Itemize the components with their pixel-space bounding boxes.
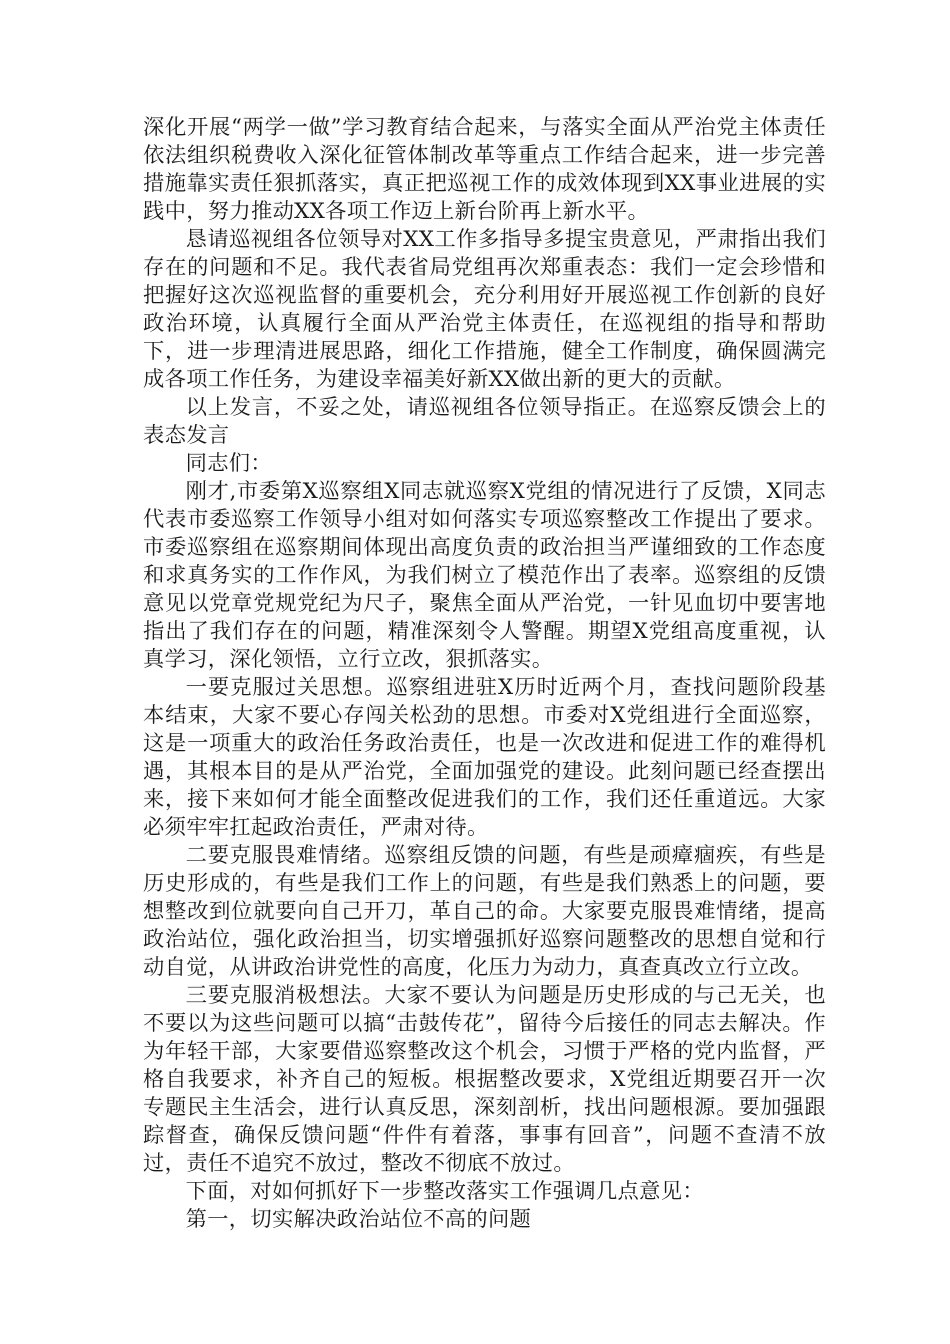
paragraph: 三要克服消极想法。大家不要认为问题是历史形成的与己无关，也不要以为这些问题可以搞“击鼓传花”，留待今后接任的同志去解决。作为年轻干部，大家要借巡察整改这个机会，习惯于严格的党内监督，严格自我要求，补齐自己的短板。根据整改要求，X党组近期要召开一次专题民主生活会，进行认真反思，深刻剖析，找出问题根源。要加强跟踪督查，确保反馈问题“件件有着落，事事有回音”，问题不查清不放过，责任不追究不放过，整改不彻底不放过。: [143, 983, 826, 1176]
document-body: [143, 114, 826, 1234]
paragraph: 一要克服过关思想。巡察组进驻X历时近两个月，查找问题阶段基本结束，大家不要心存闯关松劲的思想。市委对X党组进行全面巡察，这是一项重大的政治任务政治责任，也是一次改进和促进工作的难得机遇，其根本目的是从严治党，全面加强党的建设。此刻问题已经查摆出来，接下来如何才能全面整改促进我们的工作，我们还任重道远。大家必须牢牢扛起政治责任，严肃对待。: [143, 675, 826, 840]
paragraph: 以上发言，不妥之处，请巡视组各位领导指正。在巡察反馈会上的表态发言: [143, 395, 826, 448]
paragraph: 二要克服畏难情绪。巡察组反馈的问题，有些是顽瘴痼疾，有些是历史形成的，有些是我们工作上的问题，有些是我们熟悉上的问题，要想整改到位就要向自己开刀，革自己的命。大家要克服畏难情绪，提高政治站位，强化政治担当，切实增强抓好巡察问题整改的思想自觉和行动自觉，从讲政治讲党性的高度，化压力为动力，真查真改立行立改。: [143, 843, 826, 980]
paragraph: 深化开展“两学一做”学习教育结合起来，与落实全面从严治党主体责任依法组织税费收入深化征管体制改革等重点工作结合起来，进一步完善措施靠实责任狠抓落实，真正把巡视工作的成效体现到XX事业进展的实践中，努力推动XX各项工作迈上新台阶再上新水平。: [143, 115, 826, 224]
paragraph: 恳请巡视组各位领导对XX工作多指导多提宝贵意见，严肃指出我们存在的问题和不足。我代表省局党组再次郑重表态：我们一定会珍惜和把握好这次巡视监督的重要机会，充分利用好开展巡视工作创新的良好政治环境，认真履行全面从严治党主体责任，在巡视组的指导和帮助下，进一步理清进展思路，细化工作措施，健全工作制度，确保圆满完成各项工作任务，为建设幸福美好新XX做出新的更大的贡献。: [143, 227, 826, 392]
paragraph: 下面，对如何抓好下一步整改落实工作强调几点意见：: [185, 1179, 704, 1204]
paragraph: 同志们：: [185, 451, 272, 476]
paragraph: 第一，切实解决政治站位不高的问题: [185, 1207, 532, 1232]
paragraph: 刚才,市委第X巡察组X同志就巡察X党组的情况进行了反馈，X同志代表市委巡察工作领导小组对如何落实专项巡察整改工作提出了要求。市委巡察组在巡察期间体现出高度负责的政治担当严谨细致的工作态度和求真务实的工作作风，为我们树立了模范作出了表率。巡察组的反馈意见以党章党规党纪为尺子，聚焦全面从严治党，一针见血切中要害地指出了我们存在的问题，精准深刻令人警醒。期望X党组高度重视，认真学习，深化领悟，立行立改，狠抓落实。: [143, 479, 826, 672]
